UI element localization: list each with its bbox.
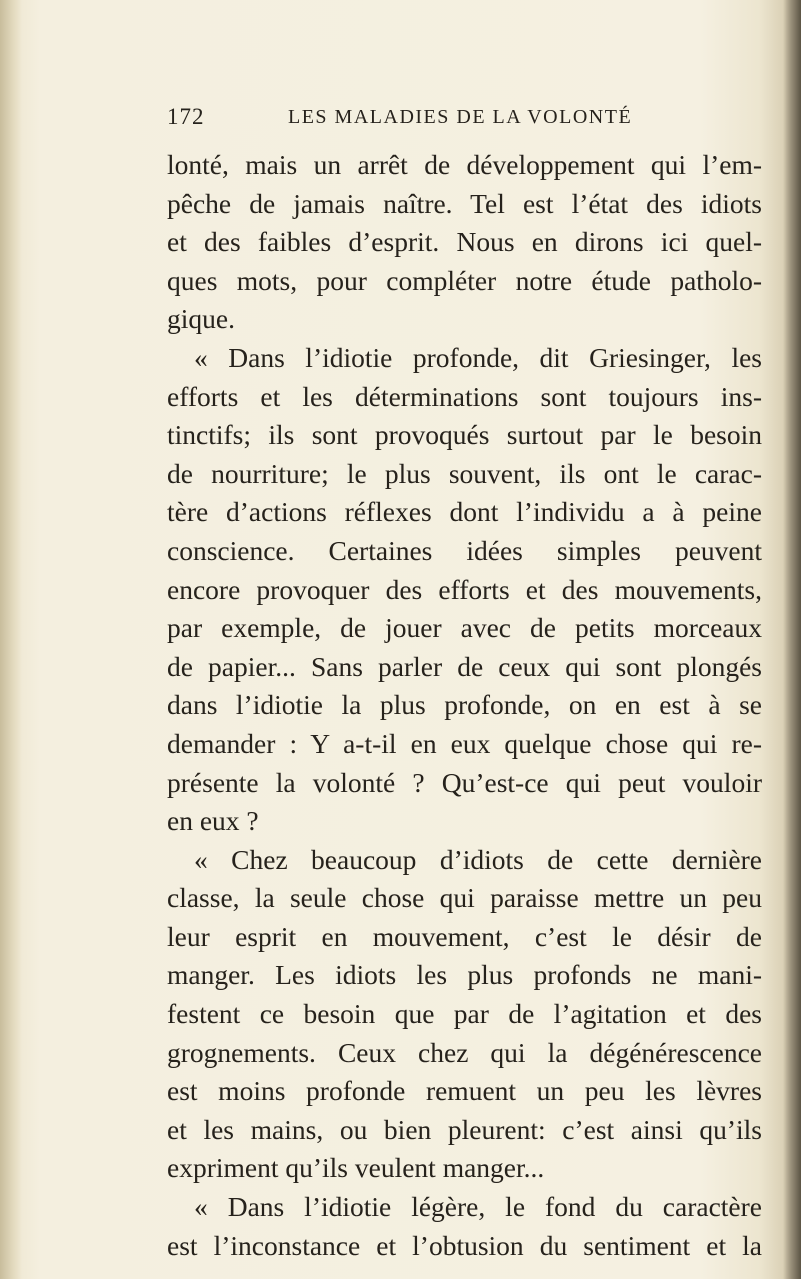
page-left-edge (0, 0, 22, 1279)
text-line: est l’inconstance et l’obtusion du sentiment et la (167, 1229, 762, 1261)
text-line: manger. Les idiots les plus profonds ne mani- (167, 959, 762, 991)
text-line: « Dans l’idiotie profonde, dit Griesinger, les (194, 341, 762, 373)
text-line: classe, la seule chose qui paraisse mettre un peu (167, 882, 762, 914)
text-line: conscience. Certaines idées simples peuvent (167, 534, 762, 566)
text-line: encore provoquer des efforts et des mouvements, (167, 573, 762, 605)
text-line: en eux ? (167, 805, 259, 837)
text-line: grognements. Ceux chez qui la dégénérescence (167, 1036, 762, 1068)
text-line: lonté, mais un arrêt de développement qui l’em- (167, 149, 762, 180)
text-line: dans l’idiotie la plus profonde, on en est à se (167, 689, 762, 721)
text-line: tère d’actions réflexes dont l’individu a à peine (167, 496, 762, 528)
text-line: gique. (167, 303, 235, 335)
running-title: LES MALADIES DE LA VOLONTÉ (288, 106, 633, 128)
text-line: efforts et les déterminations sont toujours ins- (167, 380, 762, 412)
text-line: « Chez beaucoup d’idiots de cette dernière (194, 843, 762, 875)
text-line: expriment qu’ils veulent manger... (167, 1152, 545, 1184)
page-number: 172 (167, 104, 205, 129)
text-line: est moins profonde remuent un peu les lèvres (167, 1075, 762, 1107)
text-line: de nourriture; le plus souvent, ils ont le carac- (167, 457, 762, 489)
text-line: et les mains, ou bien pleurent: c’est ainsi qu’ils (167, 1113, 762, 1145)
text-line: pêche de jamais naître. Tel est l’état des idiots (167, 187, 762, 219)
text-line: tinctifs; ils sont provoqués surtout par le besoin (167, 419, 762, 451)
text-line: présente la volonté ? Qu’est-ce qui peut vouloir (167, 766, 762, 798)
text-line: ques mots, pour compléter notre étude patholo- (167, 264, 762, 296)
text-line: par exemple, de jouer avec de petits morceaux (167, 612, 762, 644)
page-header (167, 104, 633, 134)
page-right-edge (783, 0, 801, 1279)
text-line: et des faibles d’esprit. Nous en dirons ici quel- (167, 226, 762, 258)
body-text (167, 146, 767, 1265)
text-line: demander : Y a-t-il en eux quelque chose qui re- (167, 727, 762, 759)
text-line: festent ce besoin que par de l’agitation et des (167, 998, 762, 1030)
text-line: de papier... Sans parler de ceux qui sont plongés (167, 650, 762, 682)
text-line: leur esprit en mouvement, c’est le désir de (167, 920, 762, 952)
text-line: « Dans l’idiotie légère, le fond du caractère (194, 1191, 762, 1223)
